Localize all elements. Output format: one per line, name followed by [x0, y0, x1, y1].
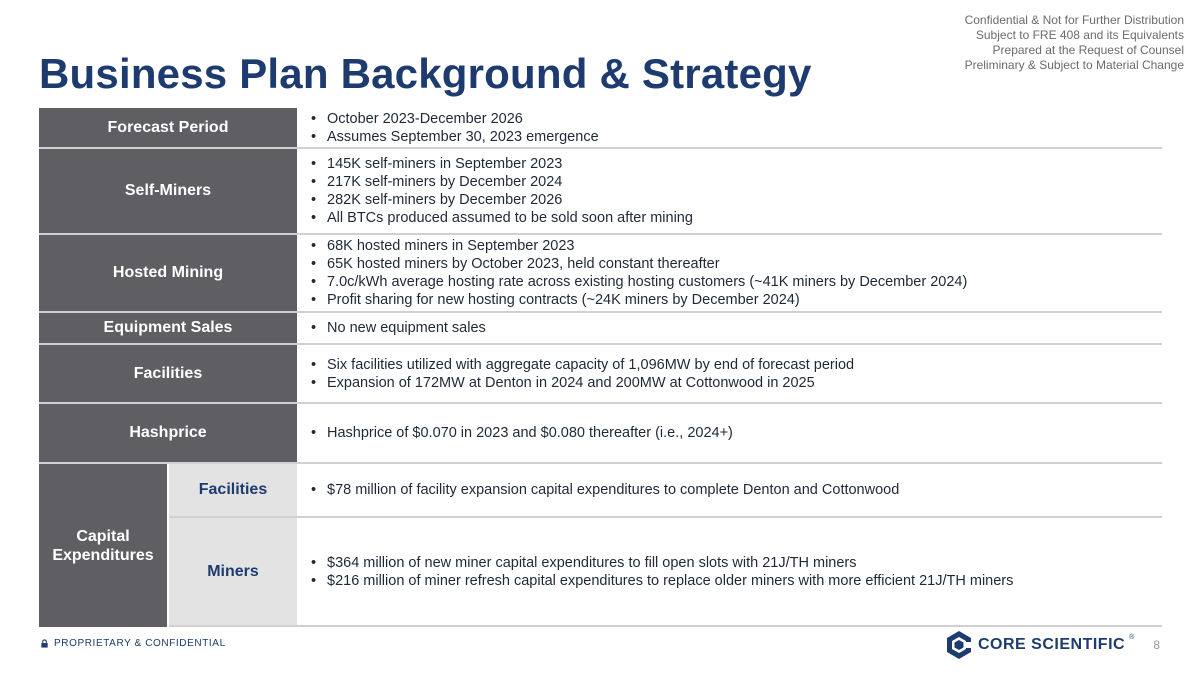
row-label: Facilities [39, 345, 297, 402]
table-row-capex-facilities [169, 464, 1162, 518]
lock-icon [40, 639, 49, 648]
logo-text: CORE SCIENTIFIC [978, 636, 1126, 653]
row-content [309, 235, 1162, 311]
bullet-item: • 65K hosted miners by October 2023, held constant thereafter [309, 255, 1162, 273]
bullet-item: • $216 million of miner refresh capital expenditures to replace older miners with more efficient 21J/TH miners [309, 572, 1162, 590]
bullet-item: • 282K self-miners by December 2026 [309, 191, 1162, 209]
bullet-item: • Six facilities utilized with aggregate capacity of 1,096MW by end of forecast period [309, 356, 1162, 374]
registered-mark: ® [1129, 633, 1135, 641]
capex-label: Capital Expenditures [39, 464, 167, 627]
table-row-hosted-mining [39, 235, 1162, 313]
strategy-table [39, 108, 1162, 627]
sub-row-label: Facilities [169, 464, 297, 516]
row-content [309, 404, 1162, 462]
bullet-item: • 145K self-miners in September 2023 [309, 155, 1162, 173]
hexagon-logo-icon [944, 630, 974, 660]
confidentiality-notice [824, 13, 1184, 73]
row-label: Hosted Mining [39, 235, 297, 311]
confidential-label: PROPRIETARY & CONFIDENTIAL [54, 638, 226, 649]
bullet-item: • $78 million of facility expansion capital expenditures to complete Denton and Cottonwood [309, 481, 1162, 499]
row-content [309, 464, 1162, 516]
disclaimer-line: Confidential & Not for Further Distribution [964, 13, 1184, 27]
table-row-hashprice [39, 404, 1162, 464]
bullet-item: • 68K hosted miners in September 2023 [309, 237, 1162, 255]
row-label: Self-Miners [39, 149, 297, 233]
bullet-item: • October 2023-December 2026 [309, 110, 1162, 128]
bullet-item: • No new equipment sales [309, 319, 1162, 337]
bullet-item: • Expansion of 172MW at Denton in 2024 and 200MW at Cottonwood in 2025 [309, 374, 1162, 392]
bullet-item: • 217K self-miners by December 2024 [309, 173, 1162, 191]
row-label: Equipment Sales [39, 313, 297, 343]
sub-row-label: Miners [169, 518, 297, 625]
row-content [309, 108, 1162, 147]
disclaimer-line: Subject to FRE 408 and its Equivalents [975, 28, 1184, 42]
bullet-item: • 7.0c/kWh average hosting rate across existing hosting customers (~41K miners by December 2024) [309, 273, 1162, 291]
company-logo [944, 630, 1134, 660]
row-content [309, 345, 1162, 402]
confidential-footer [40, 638, 226, 649]
row-content [309, 518, 1162, 625]
row-label: Forecast Period [39, 108, 297, 147]
row-content [309, 149, 1162, 233]
table-row-capex-miners [169, 518, 1162, 627]
disclaimer-line: Prepared at the Request of Counsel [992, 43, 1184, 57]
row-content [309, 313, 1162, 343]
table-row-self-miners [39, 149, 1162, 235]
row-label: Hashprice [39, 404, 297, 462]
page-number: 8 [1153, 638, 1160, 652]
disclaimer-line: Preliminary & Subject to Material Change [964, 58, 1184, 72]
bullet-item: • Assumes September 30, 2023 emergence [309, 128, 1162, 146]
bullet-item: • $364 million of new miner capital expenditures to fill open slots with 21J/TH miners [309, 554, 1162, 572]
bullet-item: • All BTCs produced assumed to be sold soon after mining [309, 209, 1162, 227]
table-row-equipment-sales [39, 313, 1162, 345]
bullet-item: • Profit sharing for new hosting contracts (~24K miners by December 2024) [309, 291, 1162, 309]
bullet-item: • Hashprice of $0.070 in 2023 and $0.080 thereafter (i.e., 2024+) [309, 424, 1162, 442]
page-title: Business Plan Background & Strategy [39, 50, 812, 97]
table-row-facilities [39, 345, 1162, 404]
table-row-forecast-period [39, 108, 1162, 149]
